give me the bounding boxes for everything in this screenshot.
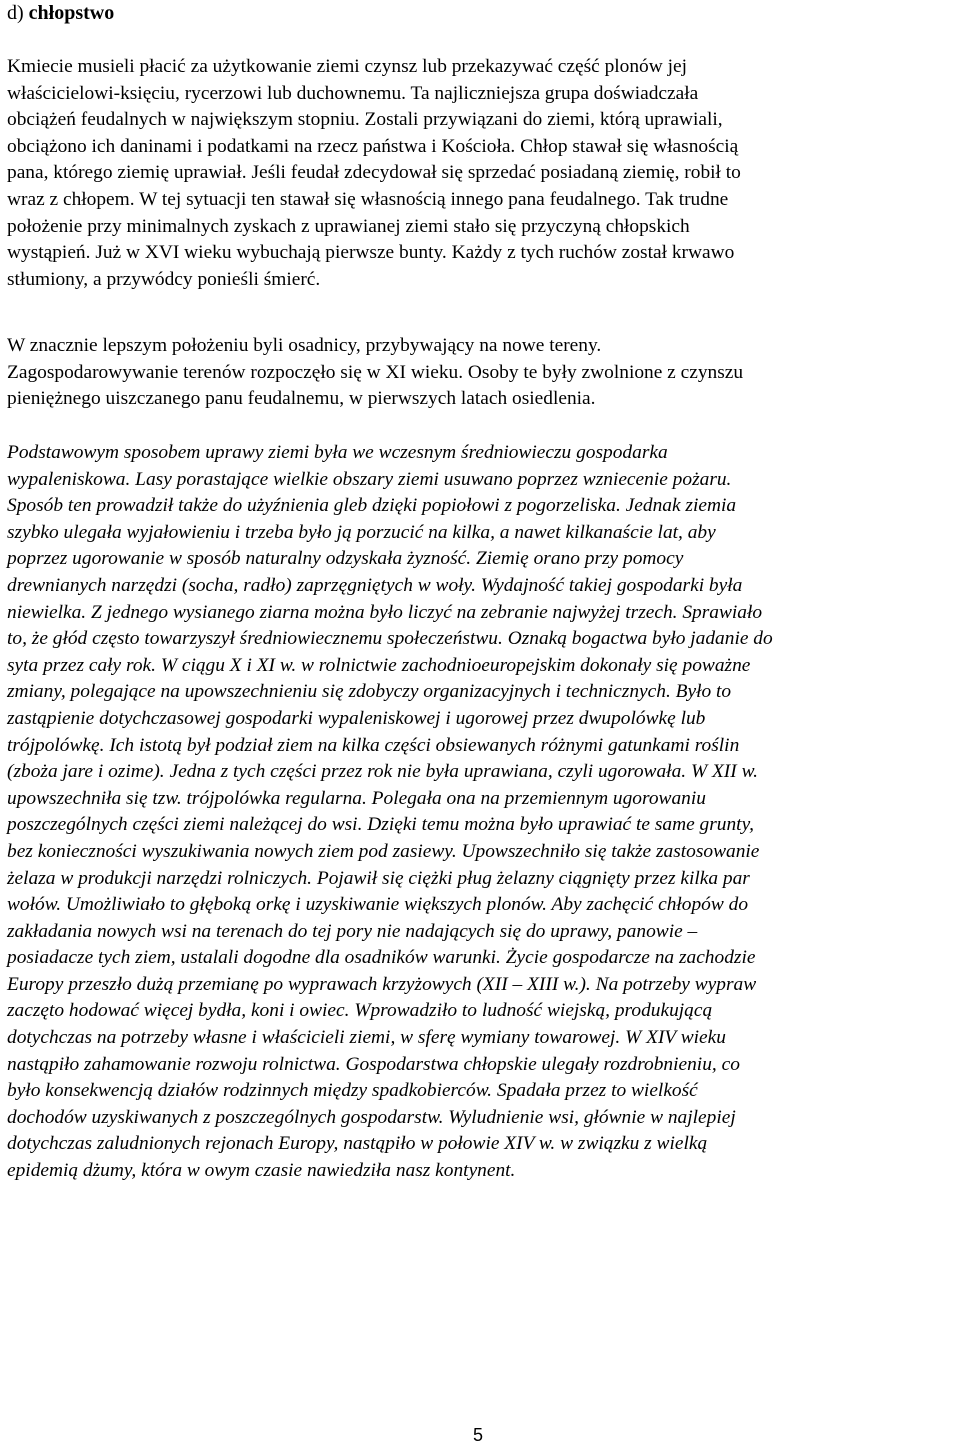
text-line: zaczęto hodować więcej bydła, koni i owiec. Wprowadziło to ludność wiejską, produkującą [7, 1000, 713, 1022]
text-line: Europy przeszło dużą przemianę po wyprawach krzyżowych (XII – XIII w.). Na potrzeby wypraw [7, 973, 757, 995]
text-line: obciążeń feudalnych w największym stopniu. Zostali przywiązani do ziemi, którą uprawiali, [7, 109, 723, 131]
text-line: Sposób ten prowadził także do użyźnienia gleb dzięki popiołowi z pogorzeliska. Jednak ziemia [7, 495, 737, 517]
text-line: było konsekwencją działów rodzinnych między spadkobierców. Spadała przez to wielkość [7, 1080, 698, 1102]
text-line: posiadacze tych ziem, ustalali dogodne dla osadników warunki. Życie gospodarcze na zachodzie [7, 947, 756, 969]
text-line: szybko ulegała wyjałowieniu i trzeba było ją porzucić na kilka, a nawet kilkanaście lat, aby [7, 521, 716, 543]
text-line: trójpolówkę. Ich istotą był podział ziem na kilka części obsiewanych różnymi gatunkami roślin [7, 734, 740, 756]
text-line: pieniężnego uiszczanego panu feudalnemu, w pierwszych latach osiedlenia. [7, 388, 596, 410]
text-line: dotychczas na potrzeby własne i właścicieli ziemi, w sferę wymiany towarowej. W XIV wieku [7, 1027, 726, 1049]
text-line: położenie przy minimalnych zyskach z uprawianej ziemi stało się przyczyną chłopskich [7, 215, 690, 237]
text-line: zmiany, polegające na upowszechnieniu się zdobyczy organizacyjnych i technicznych. Było to [7, 681, 732, 703]
text-line: poszczególnych części ziemi należącej do wsi. Dzięki temu można było uprawiać te same grunty, [7, 814, 754, 836]
paragraph-agriculture [7, 440, 955, 1185]
text-line: bez konieczności wyszukiwania nowych ziem pod zasiewy. Upowszechniło się także zastosowanie [7, 840, 760, 862]
text-line: W znacznie lepszym położeniu byli osadnicy, przybywający na nowe tereny. [7, 335, 602, 356]
text-line: upowszechniła się tzw. trójpolówka regularna. Polegała ona na przemiennym ugorowaniu [7, 787, 706, 809]
text-line: wołów. Umożliwiało to głęboką orkę i uzyskiwanie większych plonów. Aby zachęcić chłopów do [7, 894, 749, 916]
text-line: dotychczas zaludnionych rejonach Europy, nastąpiło w połowie XIV w. w związku z wielką [7, 1133, 708, 1155]
text-line: Podstawowym sposobem uprawy ziemi była we wczesnym średniowieczu gospodarka [7, 442, 668, 463]
text-line: (zboża jare i ozime). Jedna z tych części przez rok nie była uprawiana, czyli ugorowała. W XII w. [7, 761, 758, 783]
section-letter: d) [7, 2, 24, 24]
text-line: nastąpiło zahamowanie rozwoju rolnictwa. Gospodarstwa chłopskie ulegały rozdrobnieniu, co [7, 1053, 740, 1075]
section-title: chłopstwo [28, 2, 115, 24]
text-line: stłumiony, a przywódcy ponieśli śmierć. [7, 268, 321, 290]
text-line: epidemią dżumy, która w owym czasie nawiedziła nasz kontynent. [7, 1160, 516, 1182]
text-line: właścicielowi-księciu, rycerzowi lub duchownemu. Ta najliczniejsza grupa doświadczała [7, 82, 699, 104]
text-line: zakładania nowych wsi na terenach do tej pory nie nadających się do uprawy, panowie – [7, 920, 698, 942]
text-line: Zagospodarowywanie terenów rozpoczęło się w XI wieku. Osoby te były zwolnione z czynszu [7, 361, 744, 383]
text-line: wypaleniskowa. Lasy porastające wielkie obszary ziemi usuwano poprzez wzniecenie pożaru. [7, 468, 732, 490]
text-line: Kmiecie musieli płacić za użytkowanie ziemi czynsz lub przekazywać część plonów jej [7, 56, 687, 77]
text-line: poprzez ugorowanie w sposób naturalny odzyskała żyzność. Ziemię orano przy pomocy [7, 548, 684, 570]
text-line: obciążono ich daninami i podatkami na rzecz państwa i Kościoła. Chłop stawał się własnością [7, 135, 739, 157]
section-heading [7, 0, 114, 26]
paragraph-settlers [7, 333, 955, 413]
text-line: zastąpienie dotychczasowej gospodarki wypaleniskowej i ugorowej przez dwupolówkę lub [7, 707, 706, 729]
text-line: niewielka. Z jednego wysianego ziarna można było liczyć na zebranie najwyżej trzech. Sprawiało [7, 601, 763, 623]
text-line: to, że głód często towarzyszył średniowiecznemu społeczeństwu. Oznaką bogactwa było jadanie do [7, 628, 773, 650]
text-line: wystąpień. Już w XVI wieku wybuchają pierwsze bunty. Każdy z tych ruchów został krwawo [7, 242, 735, 264]
paragraph-serfs [7, 54, 955, 293]
text-line: pana, którego ziemię uprawiał. Jeśli feudał zdecydował się sprzedać posiadaną ziemię, robił to [7, 162, 741, 184]
text-line: drewnianych narzędzi (socha, radło) zaprzęgniętych w woły. Wydajność takiej gospodarki była [7, 574, 743, 596]
page-number: 5 [473, 1425, 484, 1445]
text-line: syta przez cały rok. W ciągu X i XI w. w rolnictwie zachodnioeuropejskim dokonały się poważne [7, 654, 751, 676]
text-line: dochodów uzyskiwanych z poszczególnych gospodarstw. Wyludnienie wsi, głównie w najlepiej [7, 1106, 736, 1128]
text-line: żelaza w produkcji narzędzi rolniczych. Pojawił się ciężki pług żelazny ciągnięty przez kilka par [7, 867, 750, 889]
text-line: wraz z chłopem. W tej sytuacji ten stawał się własnością innego pana feudalnego. Tak trudne [7, 188, 729, 210]
